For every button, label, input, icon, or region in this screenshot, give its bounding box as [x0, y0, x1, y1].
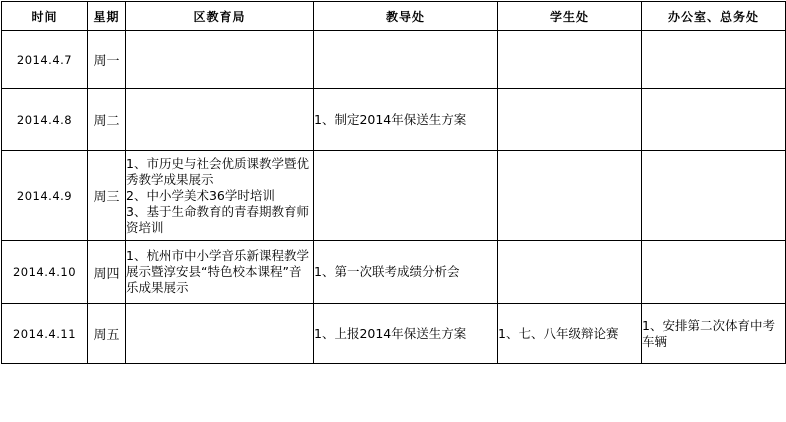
teaching-item: 1、上报2014年保送生方案 — [314, 325, 467, 341]
header-district-education-bureau: 区教育局 — [126, 2, 314, 31]
district-cell — [126, 89, 314, 151]
weekday-cell: 周五 — [88, 304, 126, 364]
teaching-item: 1、制定2014年保送生方案 — [314, 111, 467, 127]
teaching-cell — [314, 89, 498, 151]
teaching-cell — [314, 304, 498, 364]
schedule-row — [2, 241, 786, 304]
schedule-row — [2, 151, 786, 241]
header-general-office: 办公室、总务处 — [642, 2, 786, 31]
teaching-cell — [314, 31, 498, 89]
students-cell — [498, 89, 642, 151]
office-cell — [642, 151, 786, 241]
district-cell — [126, 151, 314, 241]
office-item: 1、安排第二次体育中考车辆 — [642, 317, 775, 349]
office-cell — [642, 241, 786, 304]
office-cell — [642, 304, 786, 364]
students-item: 1、七、八年级辩论赛 — [498, 325, 619, 341]
weekday-cell: 周二 — [88, 89, 126, 151]
date-cell: 2014.4.11 — [2, 304, 88, 364]
students-cell — [498, 31, 642, 89]
date-cell: 2014.4.8 — [2, 89, 88, 151]
office-cell — [642, 89, 786, 151]
header-student-office: 学生处 — [498, 2, 642, 31]
schedule-body — [2, 31, 786, 364]
district-item: 1、市历史与社会优质课教学暨优秀教学成果展示 — [126, 155, 309, 187]
teaching-cell — [314, 241, 498, 304]
office-cell — [642, 31, 786, 89]
schedule-row — [2, 31, 786, 89]
district-item: 1、杭州市中小学音乐新课程教学展示暨淳安县“特色校本课程”音乐成果展示 — [126, 248, 309, 295]
weekday-cell: 周一 — [88, 31, 126, 89]
date-cell: 2014.4.9 — [2, 151, 88, 241]
header-weekday: 星期 — [88, 2, 126, 31]
district-item: 3、基于生命教育的青春期教育师资培训 — [126, 203, 309, 235]
header-row — [2, 2, 786, 31]
district-cell — [126, 304, 314, 364]
district-item: 2、中小学美术36学时培训 — [126, 187, 275, 203]
district-cell — [126, 241, 314, 304]
schedule-row — [2, 89, 786, 151]
students-cell — [498, 151, 642, 241]
teaching-cell — [314, 151, 498, 241]
date-cell: 2014.4.10 — [2, 241, 88, 304]
schedule-row — [2, 304, 786, 364]
teaching-item: 1、第一次联考成绩分析会 — [314, 264, 460, 279]
date-cell: 2014.4.7 — [2, 31, 88, 89]
district-cell — [126, 31, 314, 89]
header-time: 时间 — [2, 2, 88, 31]
header-teaching-office: 教导处 — [314, 2, 498, 31]
weekday-cell: 周三 — [88, 151, 126, 241]
students-cell — [498, 241, 642, 304]
students-cell — [498, 304, 642, 364]
schedule-table — [1, 1, 786, 364]
weekday-cell: 周四 — [88, 241, 126, 304]
